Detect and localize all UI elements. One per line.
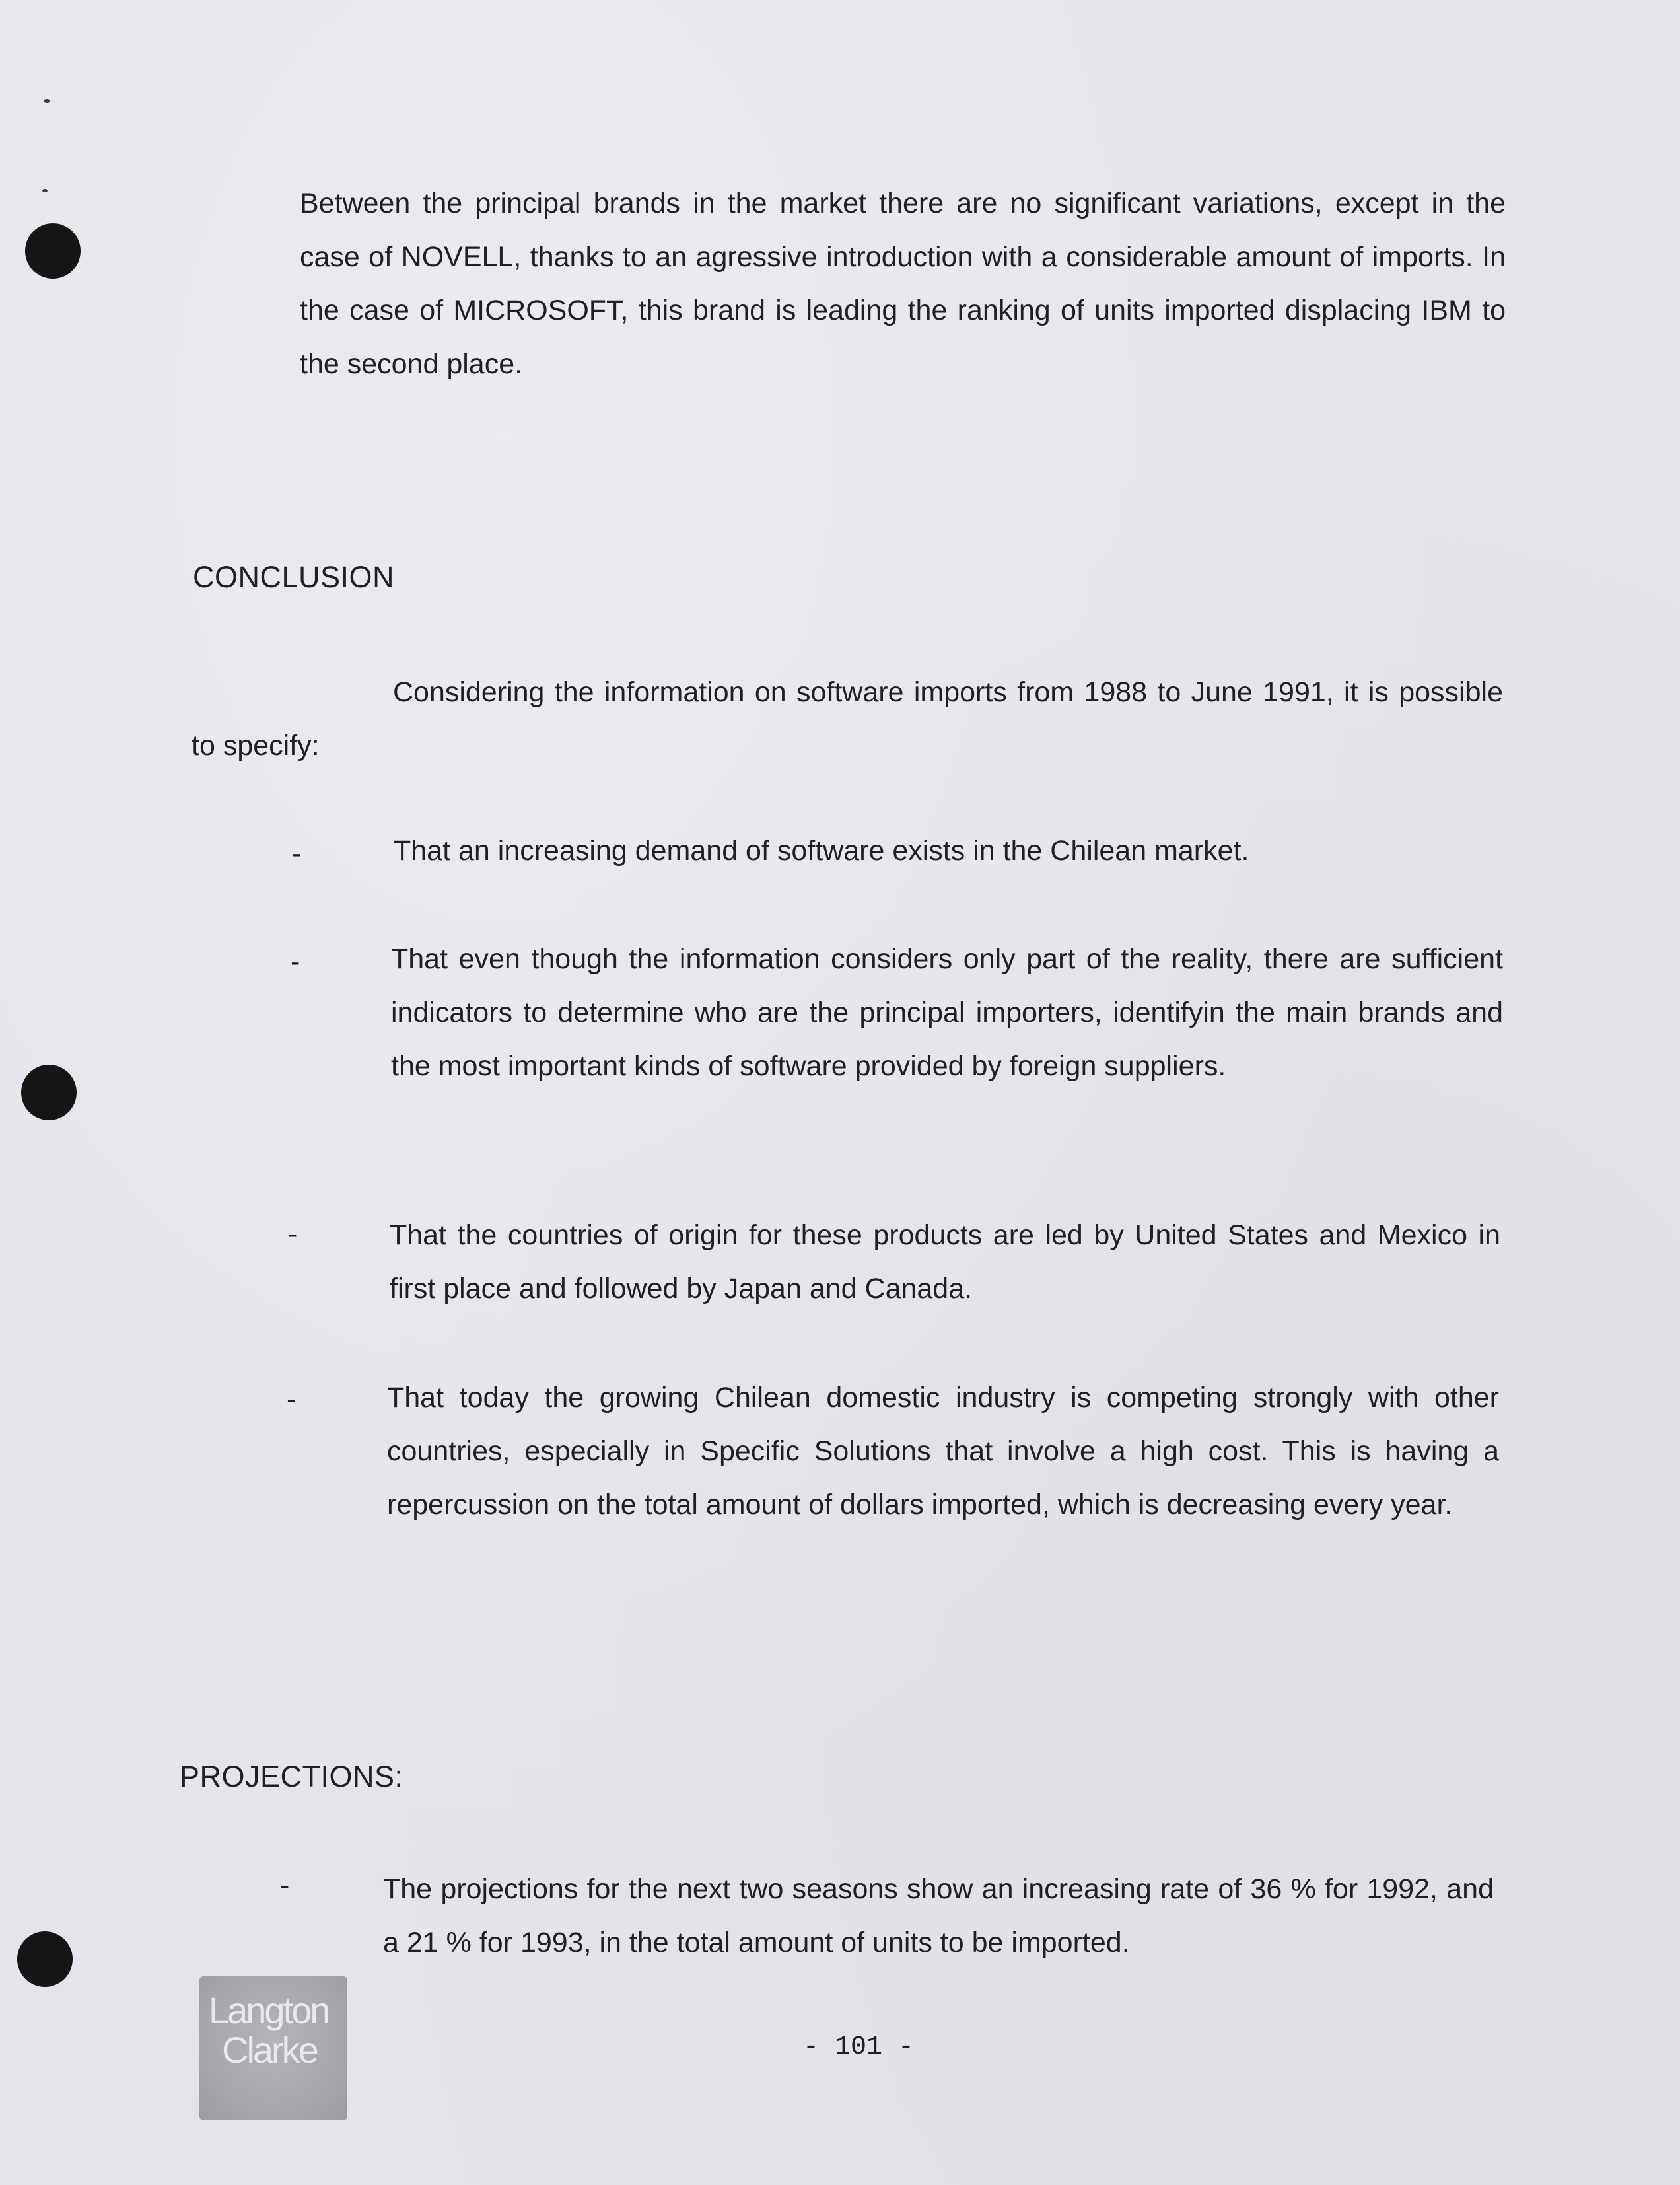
conclusion-item: That the countries of origin for these products are led by United States and Mexico in first place and followed by Japan and Canada. bbox=[390, 1219, 1500, 1305]
conclusion-item: That an increasing demand of software exists in the Chilean market. bbox=[394, 835, 1249, 867]
bullet-dash: - bbox=[292, 838, 302, 869]
logo-line-2: Clarke bbox=[222, 2029, 317, 2071]
punch-hole-bottom bbox=[17, 1931, 73, 1987]
scan-speck bbox=[44, 99, 50, 103]
conclusion-item: That today the growing Chilean domestic industry is competing strongly with other countries, especially in Specific Solutions that involve a high cost. This is having a repercussion on the total amount of dollars imported, which is decreasing every year. bbox=[387, 1382, 1499, 1521]
punch-hole-middle bbox=[21, 1065, 77, 1120]
langton-clarke-logo bbox=[199, 1976, 347, 2120]
logo-line-1: Langton bbox=[209, 1989, 329, 2031]
page-number: - 101 - bbox=[802, 2032, 915, 2062]
scan-speck bbox=[42, 189, 48, 192]
conclusion-intro-paragraph bbox=[192, 666, 1503, 773]
conclusion-intro-text: Considering the information on software imports from 1988 to June 1991, it is possible to specify: bbox=[192, 676, 1503, 762]
projection-item: The projections for the next two seasons show an increasing rate of 36 % for 1992, and a 21 % for 1993, in the total amount of units to be imported. bbox=[383, 1873, 1494, 1958]
bullet-dash: - bbox=[280, 1869, 290, 1901]
punch-hole-top bbox=[25, 223, 81, 279]
projections-heading: PROJECTIONS: bbox=[180, 1760, 403, 1793]
conclusion-item: That even though the information considers only part of the reality, there are sufficient indicators to determine who are the principal importers, identifyin the main brands and the most important kinds of software provided by foreign suppliers. bbox=[391, 943, 1503, 1082]
bullet-dash: - bbox=[287, 1383, 297, 1415]
brands-paragraph: Between the principal brands in the market there are no significant variations, except in the case of NOVELL, thanks to an agressive introduction with a considerable amount of imports. In the case of MICROSOFT, this brand is leading the ranking of units imported displacing IBM to the second place. bbox=[300, 188, 1506, 380]
conclusion-heading: CONCLUSION bbox=[193, 560, 395, 594]
bullet-dash: - bbox=[291, 946, 300, 978]
bullet-dash: - bbox=[288, 1218, 298, 1250]
